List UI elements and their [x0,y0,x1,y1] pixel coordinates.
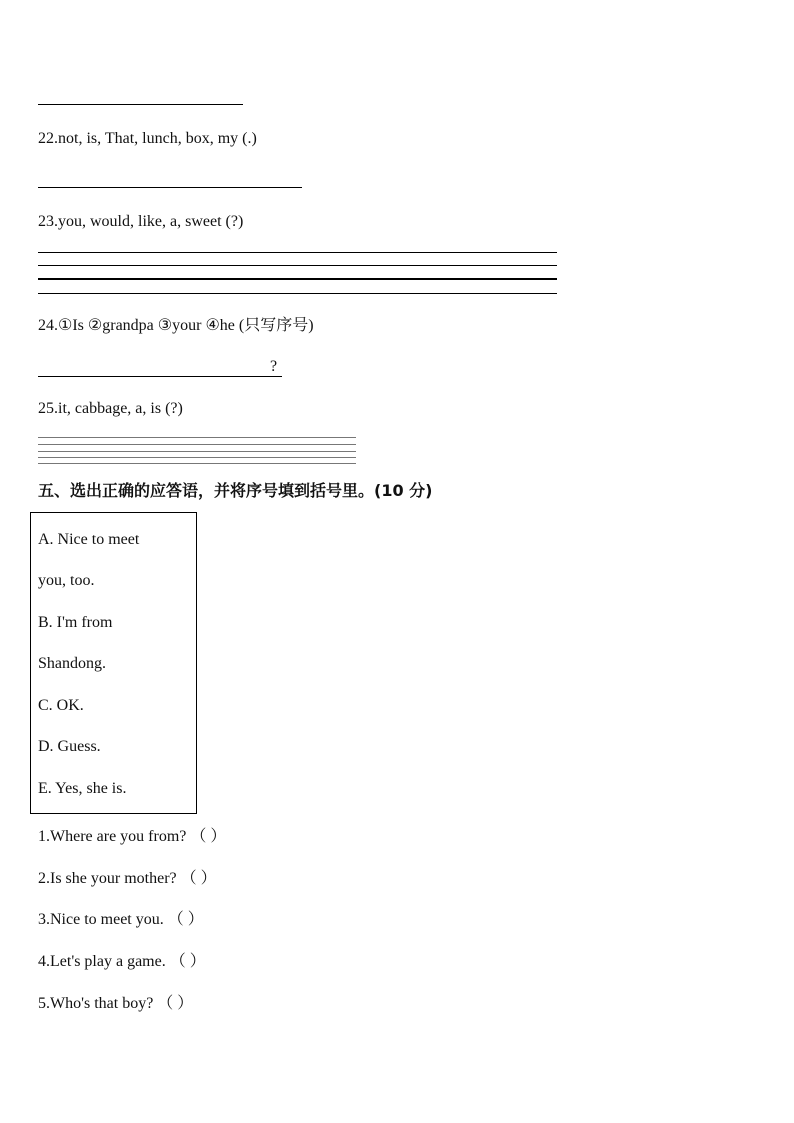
writing-line [38,444,356,445]
item-5: 5.Who's that boy? （ ） [38,995,194,1012]
options-box [30,512,197,814]
item-2: 2.Is she your mother? （ ） [38,870,217,887]
writing-line [38,293,557,294]
option-e: E. Yes, she is. [38,780,127,797]
answer-line-21 [38,104,243,105]
writing-line [38,463,356,464]
option-a-line2: you, too. [38,572,95,589]
section-heading: 五、选出正确的应答语，并将序号填到括号里。(10 分) [38,481,433,500]
question-22: 22.not, is, That, lunch, box, my (.) [38,130,257,147]
writing-line [38,252,557,253]
writing-line [38,278,557,280]
item-4: 4.Let's play a game. （ ） [38,953,206,970]
answer-line-22 [38,187,302,188]
item-1: 1.Where are you from? （ ） [38,828,227,845]
option-a-line1: A. Nice to meet [38,531,140,548]
question-25: 25.it, cabbage, a, is (?) [38,400,183,417]
writing-line [38,437,356,438]
writing-line [38,265,557,266]
writing-line [38,457,356,458]
question-23: 23.you, would, like, a, sweet (?) [38,213,244,230]
question-24: 24.①Is ②grandpa ③your ④he (只写序号) [38,317,314,334]
question-mark: ? [270,358,278,375]
writing-line [38,451,356,452]
option-d: D. Guess. [38,738,101,755]
option-c: C. OK. [38,697,84,714]
option-b-line2: Shandong. [38,655,106,672]
item-3: 3.Nice to meet you. （ ） [38,911,204,928]
option-b-line1: B. I'm from [38,614,113,631]
answer-line-24 [38,376,282,377]
